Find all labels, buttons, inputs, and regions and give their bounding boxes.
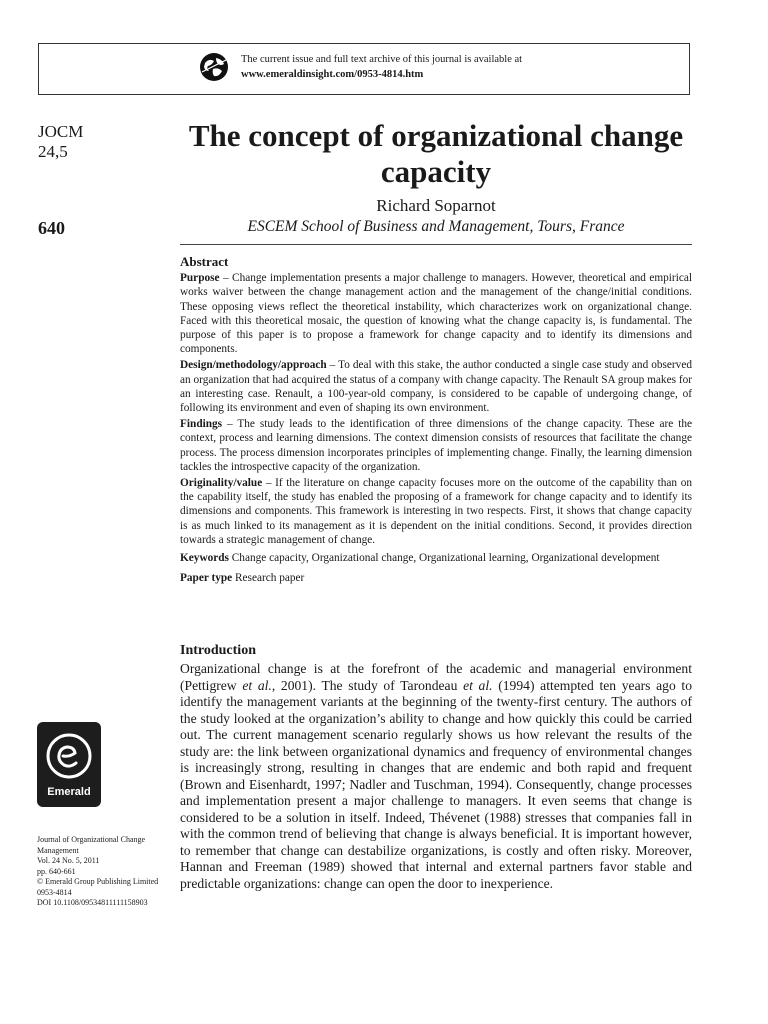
abstract-purpose xyxy=(180,271,692,356)
meta-journal: Journal of Organizational Change xyxy=(37,835,146,844)
globe-icon xyxy=(199,52,229,82)
abstract-design xyxy=(180,358,692,415)
purpose-label: Purpose xyxy=(180,272,220,285)
meta-journal-2: Management xyxy=(37,845,79,855)
emerald-logo xyxy=(37,722,101,807)
banner-url-link[interactable]: www.emeraldinsight.com/0953-4814.htm xyxy=(241,69,424,80)
journal-volume: 24,5 xyxy=(38,142,68,161)
findings-label: Findings xyxy=(180,418,223,431)
meta-volume: Vol. 24 No. 5, 2011 xyxy=(37,856,100,865)
meta-publisher: © Emerald Group Publishing Limited xyxy=(37,877,159,886)
originality-label: Originality/value xyxy=(180,477,263,490)
abstract xyxy=(180,255,692,587)
introduction-heading: Introduction xyxy=(180,643,256,658)
keywords-text: Change capacity, Organizational change, Organizational learning, Organizational development xyxy=(228,552,660,565)
journal-code xyxy=(38,122,83,162)
divider xyxy=(180,244,692,245)
author-affiliation: ESCEM School of Business and Management, Tours, France xyxy=(247,218,625,235)
banner-text: The current issue and full text archive of this journal is available at xyxy=(241,54,523,65)
abstract-findings xyxy=(180,417,692,474)
keywords-label: Keywords xyxy=(180,552,229,565)
publication-metadata xyxy=(37,835,177,909)
abstract-heading: Abstract xyxy=(180,254,229,269)
paper-title: The concept of organizational change capacity xyxy=(188,118,684,189)
emerald-logo-icon xyxy=(46,730,92,782)
design-text: – To deal with this stake, the author conducted a single case study and observed an organization that had acquired the status of a company with change capacity. The Renault SA group makes for an interesting case. Renault, a 100-year-old company, is considered to be capable of undergoing change, of following its environment and even of shaping its own environment. xyxy=(180,359,692,415)
intro-etal-1: et al. xyxy=(242,677,272,693)
meta-issn: 0953-4814 xyxy=(37,887,72,897)
design-label: Design/methodology/approach xyxy=(180,359,327,372)
meta-doi: DOI 10.1108/09534811111158903 xyxy=(37,898,148,907)
findings-text: – The study leads to the identification of three dimensions of the change capacity. These are the context, process and learning dimensions. The context dimension consists of resources that facilitate the change process. The process dimension incorporates principles of implementing change. Finally, the learning dimension tackles the introspective capacity of the organization. xyxy=(180,418,692,473)
meta-pages: pp. 640-661 xyxy=(37,866,76,876)
emerald-logo-label: Emerald xyxy=(47,786,91,798)
page-number: 640 xyxy=(38,218,65,238)
keywords xyxy=(180,551,692,565)
purpose-text: – Change implementation presents a major challenge to managers. However, theoretical and empirical works waiver between the change management action and the management of the change/initial conditions. These opposing views reflect the theoretical instability, which characterizes work on organizational change. Faced with this theoretical mosaic, the question of knowing what the change capacity is, is fundamental. The purpose of this paper is to propose a framework for change capacity and to identify its dimensions and components. xyxy=(180,272,692,356)
paper-type-label: Paper type xyxy=(180,572,233,585)
paper-type-text: Research paper xyxy=(232,572,305,585)
journal-abbrev: JOCM xyxy=(38,122,84,141)
intro-text-2: , 2001). The study of Tarondeau xyxy=(271,677,464,693)
author-name: Richard Soparnot xyxy=(376,196,496,215)
intro-text-3: (1994) attempted ten years ago to identify the management variants at the beginning of the twenty-first century. The authors of the study looked at the organization’s ability to change and how quickly this could be carried out. The current management scenario regularly shows us how relevant the results of the study are: the link between organizational dynamics and frequency of environmental changes is increasingly strong, resulting in changes that are endemic and both rapid and frequent (Brown and Eisenhardt, 1997; Nadler and Tuschman, 1994). Consequently, change processes and implementation present a major challenge to managers. It even seems that change is considered to be a solution in itself. Indeed, Thévenet (1988) stresses that companies fall in with the common trend of believing that change is always beneficial. It is important however, to remember that change can destabilize organizations, is costly and often risky. Moreover, Hannan and Freeman (1989) showed that internal and external partners favor stable and predictable organizations: change can open the door to inexperience. xyxy=(180,677,693,891)
journal-banner xyxy=(38,43,690,95)
introduction-section xyxy=(180,643,692,892)
abstract-originality xyxy=(180,476,692,547)
intro-text-1: Organizational change is at the forefront of the academic and managerial environment (Pettigrew xyxy=(180,661,692,693)
intro-etal-2: et al. xyxy=(463,677,493,693)
originality-text: – If the literature on change capacity focuses more on the outcome of the capability than on the capability itself, the study has enabled the proposing of a framework for change capacity and to identify its dimensions and components. This framework is interesting in two respects. First, it shows that change capacity is as much linked to its management as it is dependent on the initial conditions. Second, it provides direction towards a strategic management of change. xyxy=(180,477,692,546)
introduction-paragraph xyxy=(180,661,692,892)
paper-type xyxy=(180,571,692,585)
